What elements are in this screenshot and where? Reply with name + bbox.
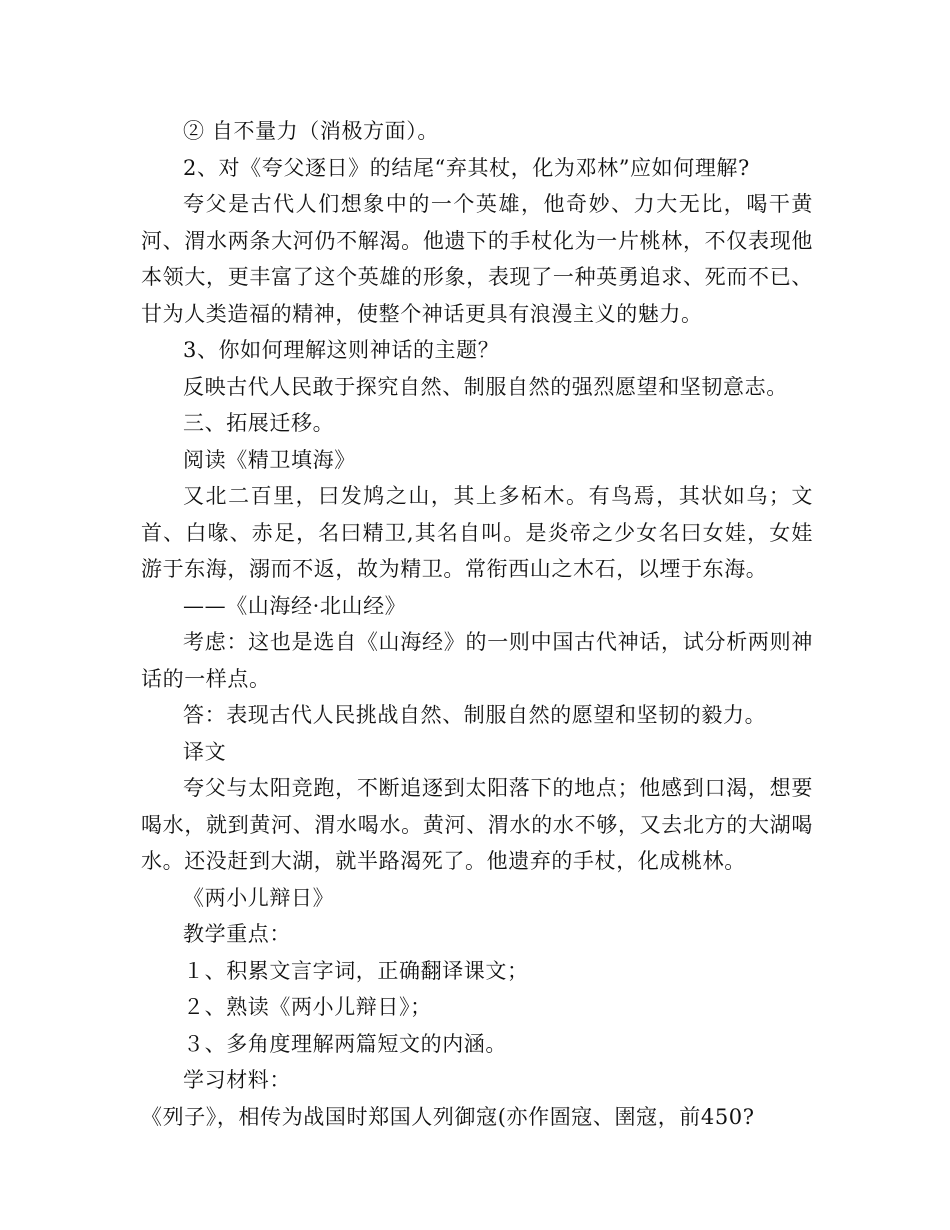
teaching-focus-item-3: ３、多角度理解两篇短文的内涵。 <box>183 1031 507 1056</box>
answer-point-2: ② 自不量力（消极方面）。 <box>183 119 439 143</box>
think-question: 考虑：这也是选自《山海经》的一则中国古代神话，试分析两则神话的一样点。 <box>141 630 813 691</box>
think-answer: 答：表现古代人民挑战自然、制服自然的愿望和坚韧的毅力。 <box>183 703 767 727</box>
lesson-title: 《两小儿辩日》 <box>183 885 335 910</box>
answer-2: 夸父是古代人们想象中的一个英雄，他奇妙、力大无比，喝干黄河、渭水两条大河仍不解渴。他遗下的手杖化为一片桃林，不仅表现他本领大，更丰富了这个英雄的形象，表现了一种英勇追求、死而不已、甘为人类造福的精神，使整个神话更具有浪漫主义的魅力。 <box>141 192 813 326</box>
translation-text: 夸父与太阳竞跑，不断追逐到太阳落下的地点；他感到口渴，想要喝水，就到黄河、渭水喝水。黄河、渭水的水不够，又去北方的大湖喝水。还没赶到大湖，就半路渴死了。他遗弃的手杖，化成桃林。 <box>141 776 813 873</box>
reading-title: 阅读《精卫填海》 <box>183 447 356 472</box>
source-citation: ——《山海经·北山经》 <box>183 593 407 618</box>
answer-3: 反映古代人民敢于探究自然、制服自然的强烈愿望和坚韧意志。 <box>183 374 788 399</box>
teaching-focus-item-1: １、积累文言字词，正确翻译课文； <box>183 958 529 983</box>
classical-text: 又北二百里，曰发鸠之山，其上多柘木。有鸟焉，其状如乌；文首、白喙、赤足，名曰精卫,其名自叫。是炎帝之少女名曰女娃，女娃游于东海，溺而不返，故为精卫。常衔西山之木石，以堙于东海。 <box>141 484 813 581</box>
question-3: 3、你如何理解这则神话的主题？ <box>183 338 500 362</box>
study-material-heading: 学习材料： <box>183 1068 291 1092</box>
translation-heading: 译文 <box>183 739 227 764</box>
question-2: 2、对《夸父逐日》的结尾“弃其杖，化为邓林”应如何理解? <box>183 155 750 180</box>
document-body <box>141 113 813 1135</box>
teaching-focus-heading: 教学重点： <box>183 922 291 946</box>
study-material-text: 《列子》，相传为战国时郑国人列御寇(亦作圄寇、圉寇，前450? <box>141 1104 755 1129</box>
teaching-focus-item-2: ２、熟读《两小儿辩日》； <box>183 995 432 1019</box>
section-heading-extension: 三、拓展迁移。 <box>183 411 335 435</box>
